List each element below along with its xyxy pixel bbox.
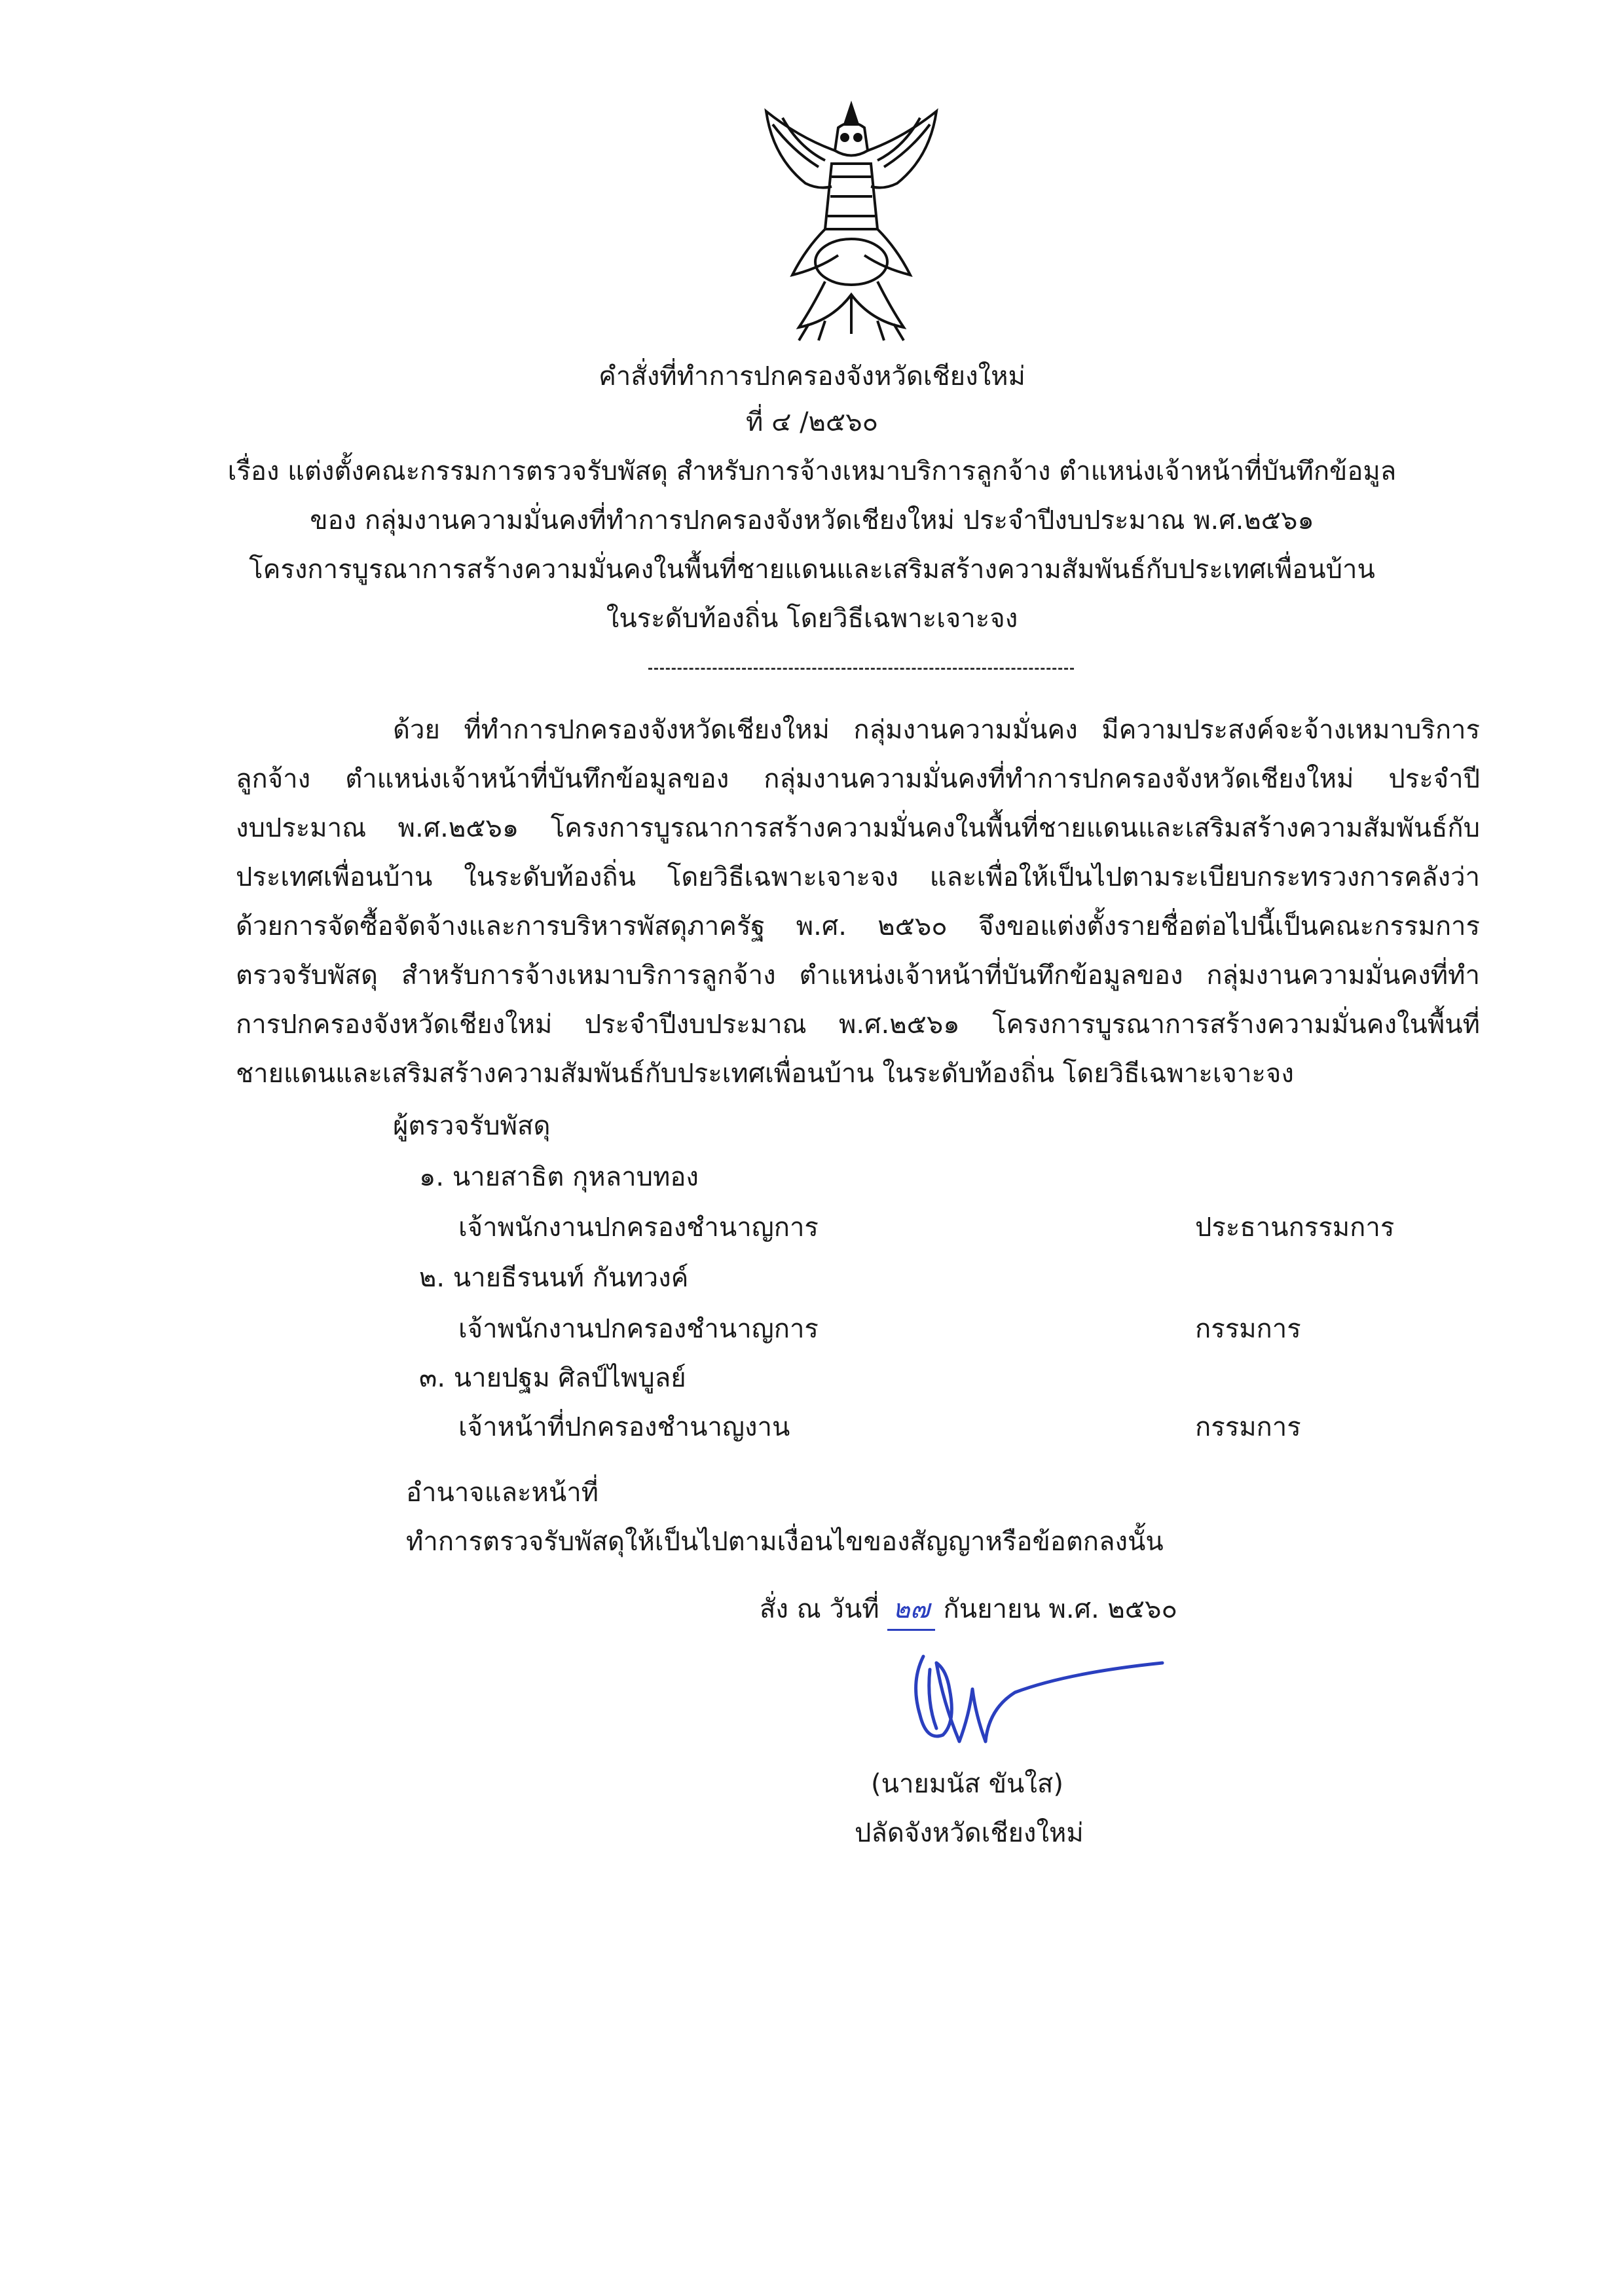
duties-heading: อำนาจและหน้าที่ — [406, 1478, 599, 1508]
subject-line-1: เรื่อง แต่งตั้งคณะกรรมการตรวจรับพัสดุ สำหรับการจ้างเหมาบริการลูกจ้าง ตำแหน่งเจ้าหน้าที่บันทึกข้อมูล — [227, 456, 1397, 486]
body-line-6: ตรวจรับพัสดุ สำหรับการจ้างเหมาบริการลูกจ้าง ตำแหน่งเจ้าหน้าที่บันทึกข้อมูลของ กลุ่มงานความมั่นคงที่ทำ — [236, 960, 1480, 991]
subject-line-2: ของ กลุ่มงานความมั่นคงที่ทำการปกครองจังหวัดเชียงใหม่ ประจำปีงบประมาณ พ.ศ.๒๕๖๑ — [310, 505, 1314, 536]
separator-line — [648, 668, 1074, 670]
order-title: คำสั่งที่ทำการปกครองจังหวัดเชียงใหม่ — [599, 361, 1025, 392]
duties-text: ทำการตรวจรับพัสดุให้เป็นไปตามเงื่อนไขของสัญญาหรือข้อตกลงนั้น — [406, 1527, 1164, 1557]
body-line-4: ประเทศเพื่อนบ้าน ในระดับท้องถิ่น โดยวิธีเฉพาะเจาะจง และเพื่อให้เป็นไปตามระเบียบกระทรวงการคลังว่า — [236, 862, 1480, 892]
member-1-role: ประธานกรรมการ — [1195, 1212, 1395, 1243]
member-3-name: ๓. นายปฐม ศิลป์ไพบูลย์ — [419, 1363, 686, 1393]
date-suffix: กันยายน พ.ศ. ๒๕๖๐ — [943, 1594, 1177, 1624]
body-line-5: ด้วยการจัดซื้อจัดจ้างและการบริหารพัสดุภาครัฐ พ.ศ. ๒๕๖๐ จึงขอแต่งตั้งรายชื่อต่อไปนี้เป็นคณะกรรมการ — [236, 911, 1480, 941]
body-line-2: ลูกจ้าง ตำแหน่งเจ้าหน้าที่บันทึกข้อมูลของ กลุ่มงานความมั่นคงที่ทำการปกครองจังหวัดเชียงใหม่ ประจำปี — [236, 764, 1480, 794]
member-2-position: เจ้าพนักงานปกครองชำนาญการ — [458, 1314, 819, 1344]
signatory-title: ปลัดจังหวัดเชียงใหม่ — [855, 1818, 1084, 1848]
member-1-name: ๑. นายสาธิต กุหลาบทอง — [419, 1162, 699, 1192]
subject-line-3: โครงการบูรณาการสร้างความมั่นคงในพื้นที่ชายแดนและเสริมสร้างความสัมพันธ์กับประเทศเพื่อนบ้าน — [249, 555, 1375, 585]
signatory-name: (นายมนัส ขันใส) — [871, 1769, 1063, 1799]
body-line-8: ชายแดนและเสริมสร้างความสัมพันธ์กับประเทศเพื่อนบ้าน ในระดับท้องถิ่น โดยวิธีเฉพาะเจาะจง — [236, 1059, 1294, 1089]
date-line — [760, 1590, 1177, 1631]
member-3-role: กรรมการ — [1195, 1412, 1301, 1442]
date-prefix: สั่ง ณ วันที่ — [760, 1594, 879, 1624]
subject-line-4: ในระดับท้องถิ่น โดยวิธีเฉพาะเจาะจง — [606, 604, 1018, 634]
member-2-role: กรรมการ — [1195, 1314, 1301, 1344]
member-3-position: เจ้าหน้าที่ปกครองชำนาญงาน — [458, 1412, 790, 1442]
body-line-1: ด้วย ที่ทำการปกครองจังหวัดเชียงใหม่ กลุ่มงานความมั่นคง มีความประสงค์จะจ้างเหมาบริการ — [393, 715, 1480, 745]
handwritten-signature — [897, 1643, 1172, 1761]
body-line-3: งบประมาณ พ.ศ.๒๕๖๑ โครงการบูรณาการสร้างความมั่นคงในพื้นที่ชายแดนและเสริมสร้างความสัมพันธ์กับ — [236, 813, 1480, 843]
member-2-name: ๒. นายธีรนนท์ กันทวงค์ — [419, 1263, 689, 1293]
order-number: ที่ ๔ /๒๕๖๐ — [746, 407, 878, 437]
garuda-emblem-icon — [747, 98, 956, 347]
member-1-position: เจ้าพนักงานปกครองชำนาญการ — [458, 1212, 819, 1243]
date-day: ๒๗ — [887, 1590, 934, 1631]
committee-heading: ผู้ตรวจรับพัสดุ — [393, 1111, 551, 1141]
body-line-7: การปกครองจังหวัดเชียงใหม่ ประจำปีงบประมาณ พ.ศ.๒๕๖๑ โครงการบูรณาการสร้างความมั่นคงในพื้นที่ — [236, 1010, 1480, 1040]
